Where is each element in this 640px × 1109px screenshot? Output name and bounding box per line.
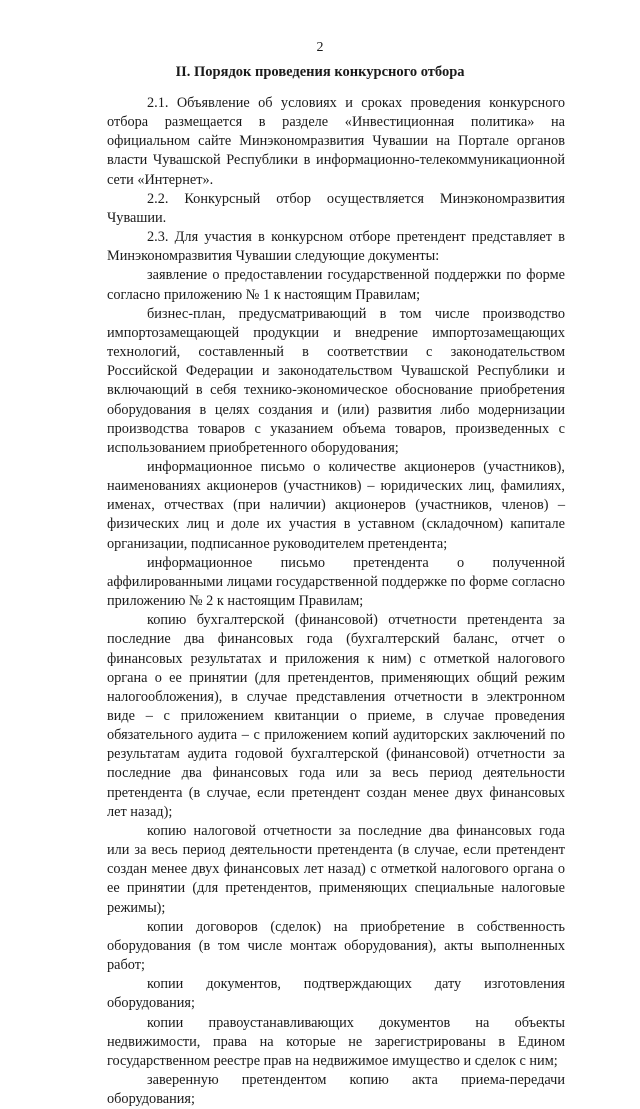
page-number: 2 (316, 40, 324, 55)
list-item-application: заявление о предоставлении государственной поддержки по форме согласно приложению № 1 к настоящим Правилам; (107, 267, 565, 303)
list-item-accounting-statements: копию бухгалтерской (финансовой) отчетности претендента за последние два финансовых года (бухгалтерский баланс, отчет о финансовых результатах и приложения к ним) с отметкой налогового органа о ее принятии (для претендентов, применяющих общий режим налогообложения), в случае представления отчетности в электронном виде – с приложением квитанции о приеме, в случае проведения обязательного аудита – с приложением копий аудиторских заключений по результатам аудита годовой бухгалтерской (финансовой) отчетности за последние два финансовых года или за весь период деятельности претендента (в случае, если претендент создан менее двух финансовых лет назад); (107, 612, 565, 820)
section-title: II. Порядок проведения конкурсного отбора (175, 64, 465, 80)
list-item-business-plan: бизнес-план, предусматривающий в том числе производство импортозамещающей продукции и внедрение импортозамещающих технологий, составленный в соответствии с законодательством Российской Федерации и законодательством Чувашской Республики и включающий в себя технико-экономическое обоснование приобретения оборудования в целях создания и (или) развития либо модернизации производства товаров с указанием объема товаров, произведенных с использованием приобретенного оборудования; (107, 305, 565, 456)
paragraph-2-1: 2.1. Объявление об условиях и сроках проведения конкурсного отбора размещается в разделе «Инвестиционная политика» на официальном сайте Минэкономразвития Чувашии на Портале органов власти Чувашской Республики в информационно-телекоммуникационной сети «Интернет». (107, 95, 565, 188)
document-body (107, 94, 565, 1109)
list-item-purchase-contracts: копии договоров (сделок) на приобретение в собственность оборудования (в том числе монтаж оборудования), акты выполненных работ; (107, 918, 565, 974)
paragraph-2-3: 2.3. Для участия в конкурсном отборе претендент представляет в Минэкономразвития Чувашии следующие документы: (107, 229, 565, 265)
list-item-shareholders-letter: информационное письмо о количестве акционеров (участников), наименованиях акционеров (участников) – юридических лиц, фамилиях, именах, отчествах (при наличии) акционеров (участников, членов) – физических лиц и доле их участия в уставном (складочном) капитале организации, подписанное руководителем претендента; (107, 458, 565, 552)
list-item-affiliates-letter: информационное письмо претендента о полученной аффилированными лицами государственной поддержке по форме согласно приложению № 2 к настоящим Правилам; (107, 554, 565, 610)
paragraph-2-2: 2.2. Конкурсный отбор осуществляется Минэкономразвития Чувашии. (107, 190, 565, 226)
list-item-manufacture-date-docs: копии документов, подтверждающих дату изготовления оборудования; (107, 976, 565, 1012)
list-item-tax-reporting: копию налоговой отчетности за последние два финансовых года или за весь период деятельности претендента (в случае, если претендент создан менее двух финансовых лет назад) с отметкой налогового органа о ее принятии (для претендентов, применяющих специальные налоговые режимы); (107, 822, 565, 916)
list-item-title-documents: копии правоустанавливающих документов на объекты недвижимости, права на которые не зарегистрированы в Едином государственном реестре прав на недвижимое имущество и сделок с ним; (107, 1014, 565, 1069)
list-item-acceptance-act: заверенную претендентом копию акта приема-передачи оборудования; (107, 1071, 565, 1108)
